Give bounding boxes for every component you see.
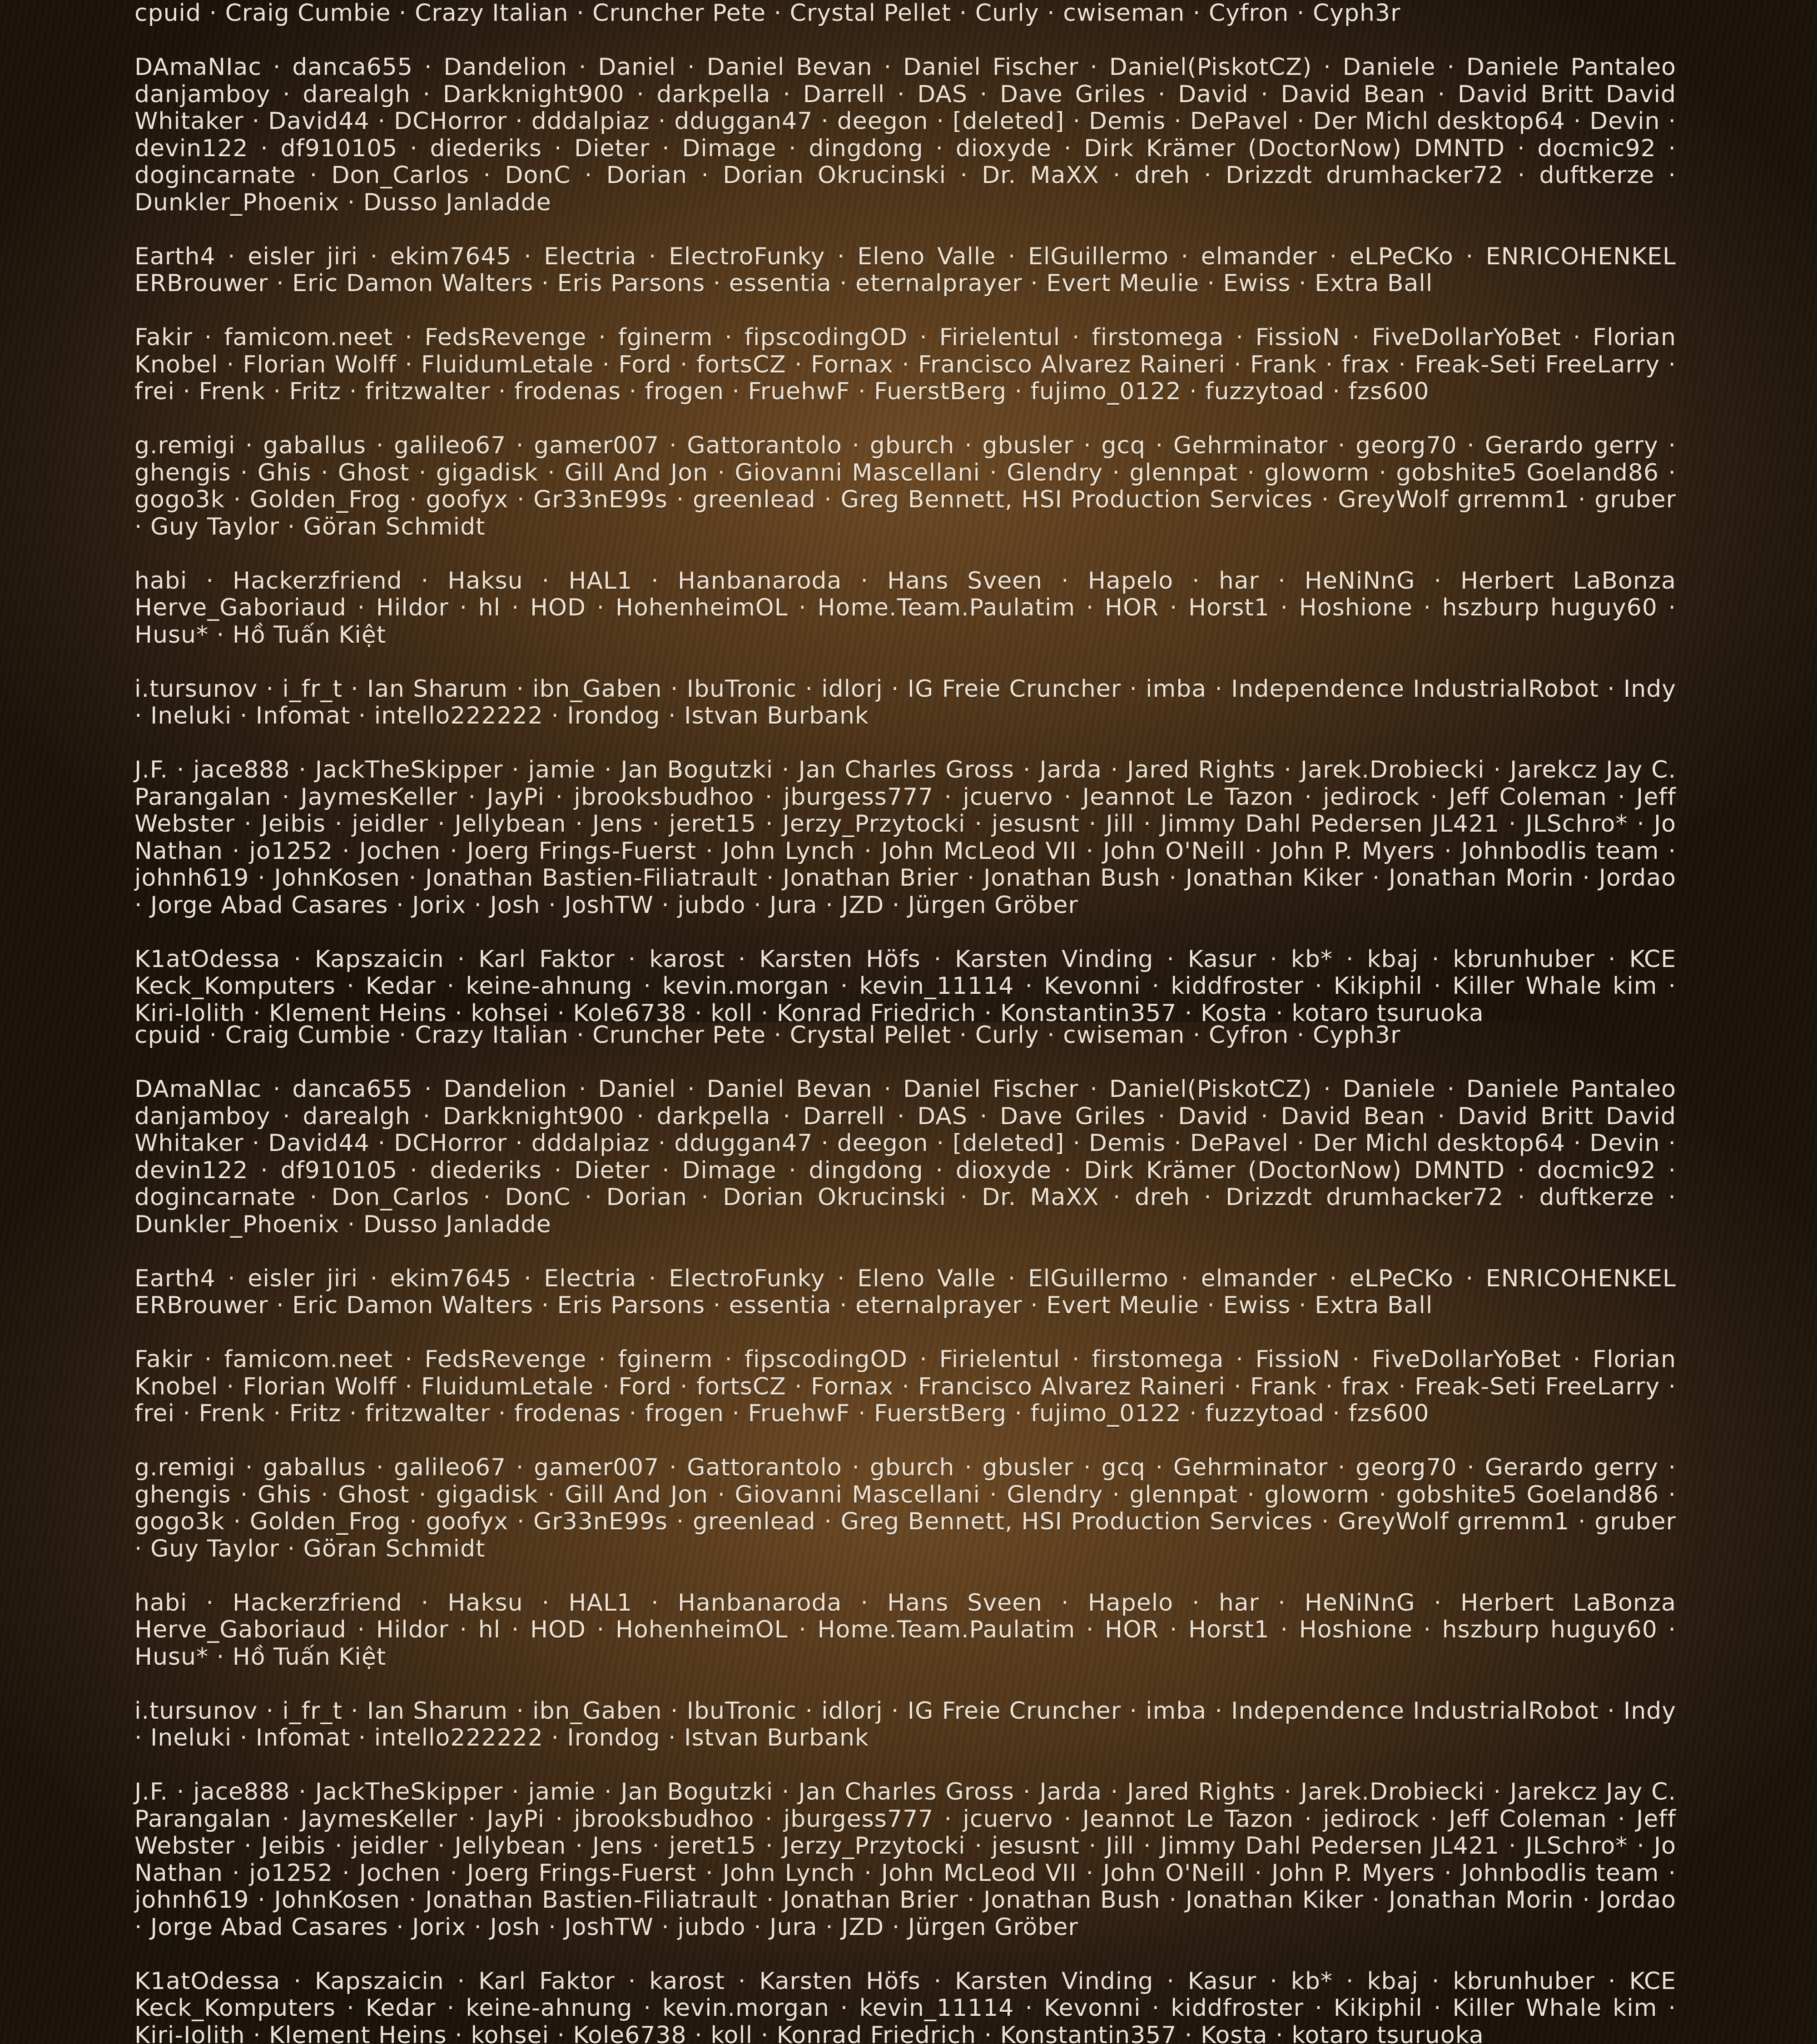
credits-section-c: cpuid · Craig Cumbie · Crazy Italian · Cruncher Pete · Crystal Pellet · Curly · cwiseman · Cyfron · Cyph3r [134, 0, 1676, 27]
credits-section-e: Earth4 · eisler jiri · ekim7645 · Electria · ElectroFunky · Eleno Valle · ElGuillermo · elmander · eLPeCKo · ENRICOHENKEL ERBrouwer · Eric Damon Walters · Eris Parsons · essentia · eternalprayer · Evert Meulie · Ewiss · Extra Ball [134, 1265, 1676, 1320]
credits-section-f: Fakir · famicom.neet · FedsRevenge · fginerm · fipscodingOD · Firielentul · firstomega · FissioN · FiveDollarYoBet · Florian Knobel · Florian Wolff · FluidumLetale · Ford · fortsCZ · Fornax · Francisco Alvarez Raineri · Frank · frax · Freak-Seti FreeLarry · frei · Frenk · Fritz · fritzwalter · frodenas · frogen · FruehwF · FuerstBerg · fujimo_0122 · fuzzytoad · fzs600 [134, 324, 1676, 406]
credits-section-k: K1atOdessa · Kapszaicin · Karl Faktor · karost · Karsten Höfs · Karsten Vinding · Kasur · kb* · kbaj · kbrunhuber · KCE Keck_Komputers · Kedar · keine-ahnung · kevin.morgan · kevin_11114 · Kevonni · kiddfroster · Kikiphil · Killer Whale kim · Kiri-Iolith · Klement Heins · kohsei · Kole6738 · koll · Konrad Friedrich · Konstantin357 · Kosta · kotaro tsuruoka [134, 946, 1676, 1022]
credits-section-g: g.remigi · gaballus · galileo67 · gamer007 · Gattorantolo · gburch · gbusler · gcq · Gehrminator · georg70 · Gerardo gerry · ghengis · Ghis · Ghost · gigadisk · Gill And Jon · Giovanni Mascellani · Glendry · glennpat · gloworm · gobshite5 Goeland86 · gogo3k · Golden_Frog · goofyx · Gr33nE99s · greenlead · Greg Bennett, HSI Production Services · GreyWolf grremm1 · gruber · Guy Taylor · Göran Schmidt [134, 1454, 1676, 1563]
credits-section-d: DAmaNIac · danca655 · Dandelion · Daniel · Daniel Bevan · Daniel Fischer · Daniel(PiskotCZ) · Daniele · Daniele Pantaleo danjamboy · darealgh · Darkknight900 · darkpella · Darrell · DAS · Dave Griles · David · David Bean · David Britt David Whitaker · David44 · DCHorror · dddalpiaz · dduggan47 · deegon · [deleted] · Demis · DePavel · Der Michl desktop64 · Devin · devin122 · df910105 · diederiks · Dieter · Dimage · dingdong · dioxyde · Dirk Krämer (DoctorNow) DMNTD · docmic92 · dogincarnate · Don_Carlos · DonC · Dorian · Dorian Okrucinski · Dr. MaXX · dreh · Drizzdt drumhacker72 · duftkerze · Dunkler_Phoenix · Dusso Janladde [134, 1076, 1676, 1238]
credits-section-c: cpuid · Craig Cumbie · Crazy Italian · Cruncher Pete · Crystal Pellet · Curly · cwiseman · Cyfron · Cyph3r [134, 1022, 1676, 1049]
credits-section-i: i.tursunov · i_fr_t · Ian Sharum · ibn_Gaben · IbuTronic · idlorj · IG Freie Cruncher · imba · Independence IndustrialRobot · Indy · Ineluki · Infomat · intello222222 · Irondog · Istvan Burbank [134, 676, 1676, 730]
credits-section-i: i.tursunov · i_fr_t · Ian Sharum · ibn_Gaben · IbuTronic · idlorj · IG Freie Cruncher · imba · Independence IndustrialRobot · Indy · Ineluki · Infomat · intello222222 · Irondog · Istvan Burbank [134, 1698, 1676, 1752]
credits-section-h: habi · Hackerzfriend · Haksu · HAL1 · Hanbanaroda · Hans Sveen · Hapelo · har · HeNiNnG · Herbert LaBonza Herve_Gaboriaud · Hildor · hl · HOD · HohenheimOL · Home.Team.Paulatim · HOR · Horst1 · Hoshione · hszburp huguy60 · Husu* · Hồ Tuấn Kiệt [134, 568, 1676, 649]
credits-section-h: habi · Hackerzfriend · Haksu · HAL1 · Hanbanaroda · Hans Sveen · Hapelo · har · HeNiNnG · Herbert LaBonza Herve_Gaboriaud · Hildor · hl · HOD · HohenheimOL · Home.Team.Paulatim · HOR · Horst1 · Hoshione · hszburp huguy60 · Husu* · Hồ Tuấn Kiệt [134, 1590, 1676, 1671]
credits-section-j: J.F. · jace888 · JackTheSkipper · jamie · Jan Bogutzki · Jan Charles Gross · Jarda · Jared Rights · Jarek.Drobiecki · Jarekcz Jay C. Parangalan · JaymesKeller · JayPi · jbrooksbudhoo · jburgess777 · jcuervo · Jeannot Le Tazon · jedirock · Jeff Coleman · Jeff Webster · Jeibis · jeidler · Jellybean · Jens · jeret15 · Jerzy_Przytocki · jesusnt · Jill · Jimmy Dahl Pedersen JL421 · JLSchro* · Jo Nathan · jo1252 · Jochen · Joerg Frings-Fuerst · John Lynch · John McLeod VII · John O'Neill · John P. Myers · Johnbodlis team · johnh619 · JohnKosen · Jonathan Bastien-Filiatrault · Jonathan Brier · Jonathan Bush · Jonathan Kiker · Jonathan Morin · Jordao · Jorge Abad Casares · Jorix · Josh · JoshTW · jubdo · Jura · JZD · Jürgen Gröber [134, 1779, 1676, 1941]
credits-section-d: DAmaNIac · danca655 · Dandelion · Daniel · Daniel Bevan · Daniel Fischer · Daniel(PiskotCZ) · Daniele · Daniele Pantaleo danjamboy · darealgh · Darkknight900 · darkpella · Darrell · DAS · Dave Griles · David · David Bean · David Britt David Whitaker · David44 · DCHorror · dddalpiaz · dduggan47 · deegon · [deleted] · Demis · DePavel · Der Michl desktop64 · Devin · devin122 · df910105 · diederiks · Dieter · Dimage · dingdong · dioxyde · Dirk Krämer (DoctorNow) DMNTD · docmic92 · dogincarnate · Don_Carlos · DonC · Dorian · Dorian Okrucinski · Dr. MaXX · dreh · Drizzdt drumhacker72 · duftkerze · Dunkler_Phoenix · Dusso Janladde [134, 54, 1676, 216]
credits-section-k: K1atOdessa · Kapszaicin · Karl Faktor · karost · Karsten Höfs · Karsten Vinding · Kasur · kb* · kbaj · kbrunhuber · KCE Keck_Komputers · Kedar · keine-ahnung · kevin.morgan · kevin_11114 · Kevonni · kiddfroster · Kikiphil · Killer Whale kim · Kiri-Iolith · Klement Heins · kohsei · Kole6738 · koll · Konrad Friedrich · Konstantin357 · Kosta · kotaro tsuruoka [134, 1968, 1676, 2044]
credits-section-e: Earth4 · eisler jiri · ekim7645 · Electria · ElectroFunky · Eleno Valle · ElGuillermo · elmander · eLPeCKo · ENRICOHENKEL ERBrouwer · Eric Damon Walters · Eris Parsons · essentia · eternalprayer · Evert Meulie · Ewiss · Extra Ball [134, 243, 1676, 298]
credits-section-g: g.remigi · gaballus · galileo67 · gamer007 · Gattorantolo · gburch · gbusler · gcq · Gehrminator · georg70 · Gerardo gerry · ghengis · Ghis · Ghost · gigadisk · Gill And Jon · Giovanni Mascellani · Glendry · glennpat · gloworm · gobshite5 Goeland86 · gogo3k · Golden_Frog · goofyx · Gr33nE99s · greenlead · Greg Bennett, HSI Production Services · GreyWolf grremm1 · gruber · Guy Taylor · Göran Schmidt [134, 432, 1676, 541]
credits-section-f: Fakir · famicom.neet · FedsRevenge · fginerm · fipscodingOD · Firielentul · firstomega · FissioN · FiveDollarYoBet · Florian Knobel · Florian Wolff · FluidumLetale · Ford · fortsCZ · Fornax · Francisco Alvarez Raineri · Frank · frax · Freak-Seti FreeLarry · frei · Frenk · Fritz · fritzwalter · frodenas · frogen · FruehwF · FuerstBerg · fujimo_0122 · fuzzytoad · fzs600 [134, 1346, 1676, 1428]
credits-section-j: J.F. · jace888 · JackTheSkipper · jamie · Jan Bogutzki · Jan Charles Gross · Jarda · Jared Rights · Jarek.Drobiecki · Jarekcz Jay C. Parangalan · JaymesKeller · JayPi · jbrooksbudhoo · jburgess777 · jcuervo · Jeannot Le Tazon · jedirock · Jeff Coleman · Jeff Webster · Jeibis · jeidler · Jellybean · Jens · jeret15 · Jerzy_Przytocki · jesusnt · Jill · Jimmy Dahl Pedersen JL421 · JLSchro* · Jo Nathan · jo1252 · Jochen · Joerg Frings-Fuerst · John Lynch · John McLeod VII · John O'Neill · John P. Myers · Johnbodlis team · johnh619 · JohnKosen · Jonathan Bastien-Filiatrault · Jonathan Brier · Jonathan Bush · Jonathan Kiker · Jonathan Morin · Jordao · Jorge Abad Casares · Jorix · Josh · JoshTW · jubdo · Jura · JZD · Jürgen Gröber [134, 757, 1676, 919]
